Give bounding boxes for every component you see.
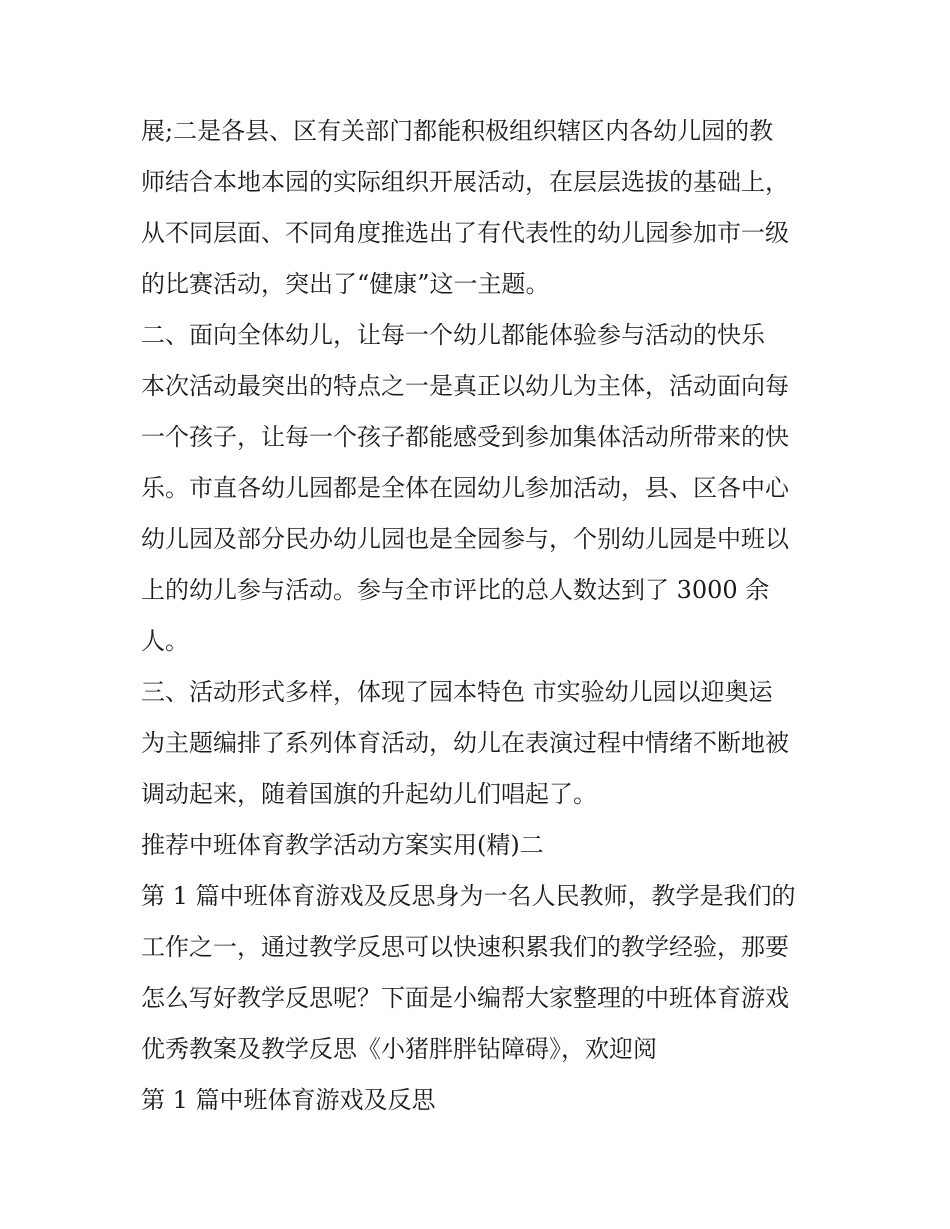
text-line: 展;二是各县、区有关部门都能积极组织辖区内各幼儿园的教 [141, 117, 774, 145]
text-line: 为主题编排了系列体育活动，幼儿在表演过程中情绪不断地被 [141, 729, 789, 757]
text-line: 工作之一，通过教学反思可以快速积累我们的教学经验，那要 [141, 933, 789, 961]
section-heading-line: 二、面向全体幼儿，让每一个幼儿都能体验参与活动的快乐 [141, 321, 765, 349]
text-line: 师结合本地本园的实际组织开展活动，在层层选拔的基础上， [141, 168, 789, 196]
text-line: 第 1 篇中班体育游戏及反思身为一名人民教师，教学是我们的 [141, 882, 796, 910]
text-line: 乐。市直各幼儿园都是全体在园幼儿参加活动，县、区各中心 [141, 474, 789, 502]
text-line: 怎么写好教学反思呢？下面是小编帮大家整理的中班体育游戏 [141, 984, 789, 1012]
article-title-line: 推荐中班体育教学活动方案实用(精)二 [141, 831, 544, 859]
text-line: 的比赛活动，突出了“健康”这一主题。 [141, 270, 550, 298]
section-heading-line: 三、活动形式多样，体现了园本特色 市实验幼儿园以迎奥运 [141, 678, 773, 706]
text-line: 上的幼儿参与活动。参与全市评比的总人数达到了 3000 余 [141, 576, 770, 604]
text-line: 本次活动最突出的特点之一是真正以幼儿为主体，活动面向每 [141, 372, 789, 400]
text-line: 幼儿园及部分民办幼儿园也是全园参与，个别幼儿园是中班以 [141, 525, 789, 553]
text-line: 从不同层面、不同角度推选出了有代表性的幼儿园参加市一级 [141, 219, 789, 247]
subheading-line: 第 1 篇中班体育游戏及反思 [141, 1086, 436, 1114]
text-line: 一个孩子，让每一个孩子都能感受到参加集体活动所带来的快 [141, 423, 789, 451]
text-line: 调动起来，随着国旗的升起幼儿们唱起了。 [141, 780, 597, 808]
text-line: 优秀教案及教学反思《小猪胖胖钻障碍》，欢迎阅 [141, 1035, 657, 1063]
document-body [141, 106, 813, 1126]
text-line: 人。 [141, 627, 189, 655]
